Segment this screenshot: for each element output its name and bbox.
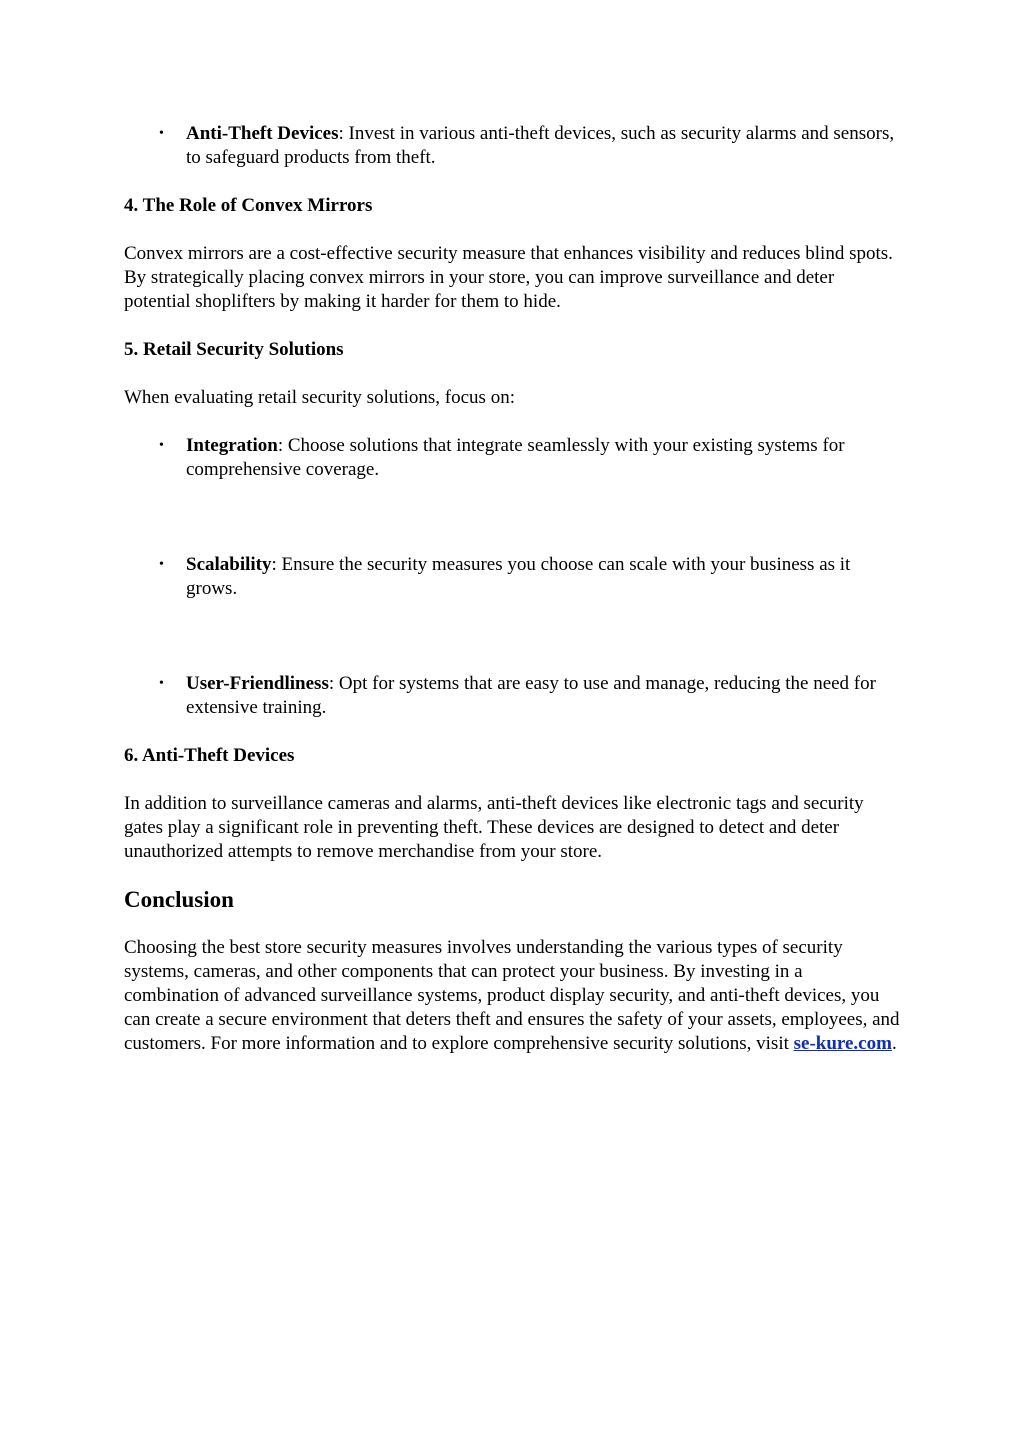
bullet-text: : Ensure the security measures you choose can scale with your business as it grows. [186,554,851,599]
bullet-term: Anti-Theft Devices [186,123,339,144]
list-item [124,434,902,482]
top-bullet-list [124,122,902,170]
section-4-heading: 4. The Role of Convex Mirrors [124,195,373,216]
bullet-text: : Invest in various anti-theft devices, such as security alarms and sensors, to safeguard products from theft. [186,123,895,168]
bullet-text: : Choose solutions that integrate seamlessly with your existing systems for comprehensive coverage. [186,435,845,480]
section-6-heading: 6. Anti-Theft Devices [124,745,295,766]
bullet-text: : Opt for systems that are easy to use and manage, reducing the need for extensive training. [186,673,876,718]
bullet-icon: • [159,676,164,691]
bullet-icon: • [159,126,164,141]
section-6-body: In addition to surveillance cameras and alarms, anti-theft devices like electronic tags and security gates play a significant role in preventing theft. These devices are designed to detect and deter unauthorized attempts to remove merchandise from your store. [124,793,864,862]
conclusion-heading: Conclusion [124,887,234,912]
section-5-list [124,434,902,720]
bullet-term: Scalability [186,554,272,575]
list-item [124,672,902,720]
list-item [124,553,902,601]
se-kure-link[interactable]: se-kure.com [793,1033,892,1054]
bullet-term: User-Friendliness [186,673,329,694]
section-4-body: Convex mirrors are a cost-effective security measure that enhances visibility and reduces blind spots. By strategically placing convex mirrors in your store, you can improve surveillance and deter potential shoplifters by making it harder for them to hide. [124,243,893,312]
list-item [124,122,902,170]
conclusion-text: Choosing the best store security measures involves understanding the various types of security systems, cameras, and other components that can protect your business. By investing in a combination of advanced surveillance systems, product display security, and anti-theft devices, you can create a secure environment that deters theft and ensures the safety of your assets, employees, and customers. For more information and to explore comprehensive security solutions, visit [124,937,900,1054]
conclusion-body [124,936,902,1056]
section-5-intro: When evaluating retail security solutions, focus on: [124,387,515,408]
conclusion-end: . [891,1033,897,1054]
section-5-heading: 5. Retail Security Solutions [124,339,344,360]
bullet-icon: • [159,557,164,572]
bullet-term: Integration [186,435,278,456]
document-page [124,122,902,1056]
bullet-icon: • [159,438,164,453]
